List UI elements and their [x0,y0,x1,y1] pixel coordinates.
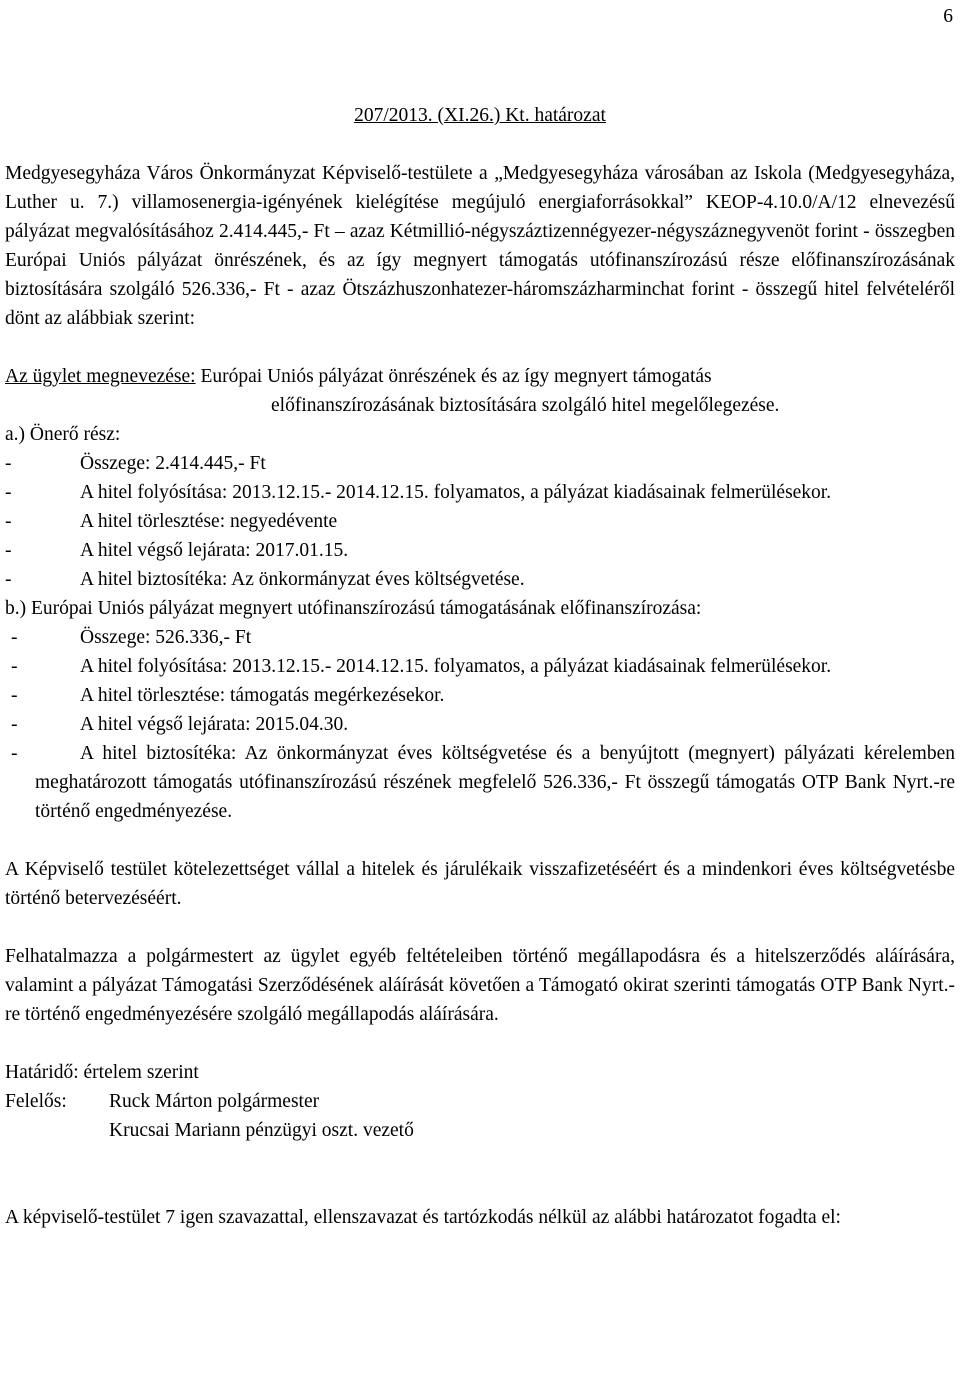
list-item: - A hitel törlesztése: negyedévente [5,511,338,532]
intro-paragraph: Medgyesegyháza Város Önkormányzat Képviselő-testülete a „Medgyesegyháza városában az Iskola (Medgyesegyháza, Luther u. 7.) villamosenergia-igényének kielégítése megújuló energiaforrásokkal” KEOP-4.10.0/A/12 elnevezésű pályázat megvalósításához 2.414.445,- Ft – azaz Kétmillió-négyszáztizennégyezer-négyszáznegyvenöt forint - összegben Európai Uniós pályázat önrészének, és az így megnyert támogatás utófinanszírozású része előfinanszírozásának biztosítására szolgáló 526.336,- Ft - azaz Ötszázhuszonhatezer-háromszázharminchat forint - összegű hitel felvételéről dönt az alábbiak szerint: [5,163,955,329]
deadline-label: Határidő: [5,1062,79,1083]
resolution-body [5,101,955,1232]
list-item: - Összege: 2.414.445,- Ft [5,453,266,474]
vote-paragraph: A képviselő-testület 7 igen szavazattal, ellenszavazat és tartózkodás nélkül az alábbi határozatot fogadta el: [5,1207,841,1228]
responsible-person: Krucsai Mariann pénzügyi oszt. vezető [109,1120,414,1141]
section-b-heading: b.) Európai Uniós pályázat megnyert utófinanszírozású támogatásának előfinanszírozása: [5,598,702,619]
subject-text: Európai Uniós pályázat önrészének és az így megnyert támogatás [195,366,712,387]
section-a-heading: a.) Önerő rész: [5,424,121,445]
authorization-paragraph: Felhatalmazza a polgármestert az ügylet egyéb feltételeiben történő megállapodásra és a hitelszerződés aláírására, valamint a pályázat Támogatási Szerződésének aláírását követően a Támogató okirat szerinti támogatás OTP Bank Nyrt.-re történő engedményezésére szolgáló megállapodás aláírására. [5,946,955,1025]
subject-line [5,362,955,391]
subject-continuation: előfinanszírozásának biztosítására szolgáló hitel megelőlegezése. [271,395,780,416]
deadline-value: értelem szerint [78,1062,199,1083]
list-item: - A hitel folyósítása: 2013.12.15.- 2014.12.15. folyamatos, a pályázat kiadásainak felmerülésekor. [11,656,832,677]
list-item: - A hitel folyósítása: 2013.12.15.- 2014.12.15. folyamatos, a pályázat kiadásainak felmerülésekor. [5,482,832,503]
list-item: - A hitel törlesztése: támogatás megérkezésekor. [11,685,445,706]
resolution-title: 207/2013. (XI.26.) Kt. határozat [354,105,606,126]
list-item: - A hitel biztosítéka: Az önkormányzat éves költségvetése. [5,569,525,590]
page-number: 6 [943,6,953,27]
list-item: - A hitel végső lejárata: 2015.04.30. [11,714,349,735]
subject-label: Az ügylet megnevezése: [5,366,196,387]
responsible-person: Ruck Márton polgármester [109,1091,320,1112]
list-item: - A hitel biztosítéka: Az önkormányzat éves költségvetése és a benyújtott (megnyert) pályázati kérelemben meghatározott támogatás utófinanszírozású részének megfelelő 526.336,- Ft összegű támogatás OTP Bank Nyrt.-re történő engedményezése. [11,743,955,822]
list-item: - Összege: 526.336,- Ft [11,627,252,648]
responsible-line [5,1087,955,1116]
responsible-label: Felelős: [5,1091,67,1112]
deadline-line [5,1058,955,1087]
commitment-paragraph: A Képviselő testület kötelezettséget vállal a hitelek és járulékaik visszafizetéséért és a mindenkori éves költségvetésbe történő betervezéséért. [5,859,955,909]
list-item: - A hitel végső lejárata: 2017.01.15. [5,540,349,561]
